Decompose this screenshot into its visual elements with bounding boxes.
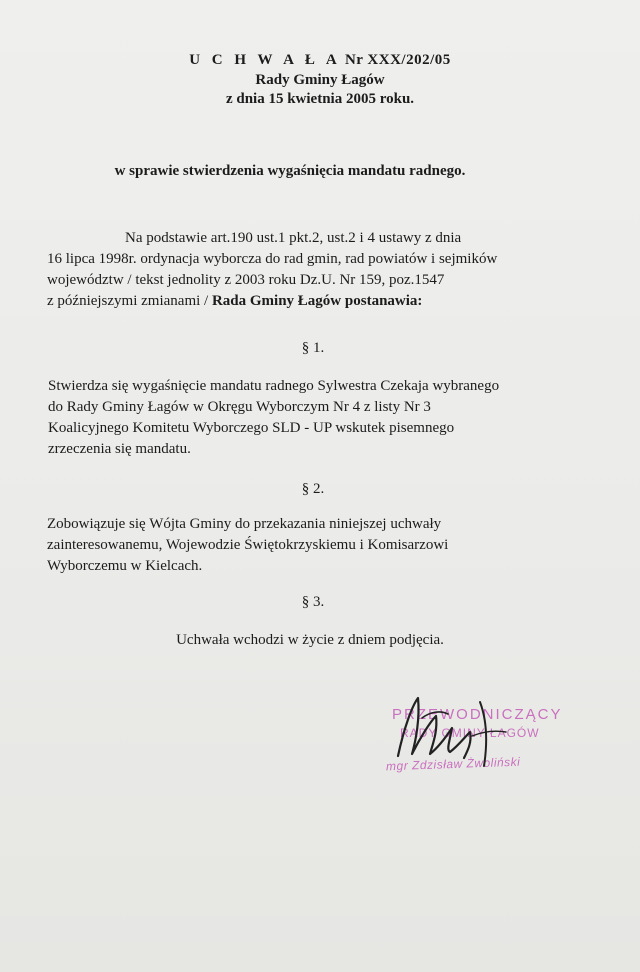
- section-line: Koalicyjnego Komitetu Wyborczego SLD - UP wskutek pisemnego: [48, 420, 455, 436]
- section-line: zrzeczenia się mandatu.: [48, 441, 191, 457]
- resolution-title: [0, 50, 640, 70]
- section-line: zainteresowanemu, Wojewodzie Świętokrzyskiemu i Komisarzowi: [47, 537, 449, 553]
- section-line: Stwierdza się wygaśnięcie mandatu radnego Sylwestra Czekaja wybranego: [48, 378, 500, 394]
- resolution-number: Nr XXX/202/05: [344, 52, 451, 68]
- preamble-line-last: [47, 291, 607, 312]
- section-heading: § 1.: [301, 340, 325, 356]
- section-body: [47, 514, 607, 577]
- issuing-body: Rady Gminy Łagów: [255, 72, 385, 88]
- handwritten-signature: [360, 688, 540, 778]
- section-body: [48, 376, 608, 460]
- preamble-line: Na podstawie art.190 ust.1 pkt.2, ust.2 i 4 ustawy z dnia: [125, 230, 462, 246]
- section-line: Zobowiązuje się Wójta Gminy do przekazania niniejszej uchwały: [47, 516, 442, 532]
- preamble-resolves: Rada Gminy Łagów postanawia:: [211, 293, 423, 309]
- preamble-line: z późniejszymi zmianami /: [47, 293, 212, 309]
- resolution-subject: w sprawie stwierdzenia wygaśnięcia mandatu radnego.: [114, 163, 466, 179]
- stamp-body: RADY GMINY ŁAGÓW: [400, 726, 540, 740]
- section-heading: § 2.: [301, 481, 325, 497]
- preamble: [47, 228, 607, 312]
- resolution-word: U C H W A Ł A: [189, 52, 341, 68]
- resolution-date: z dnia 15 kwietnia 2005 roku.: [225, 91, 415, 107]
- preamble-line: województw / tekst jednolity z 2003 roku Dz.U. Nr 159, poz.1547: [47, 272, 445, 288]
- section-heading: § 3.: [301, 594, 325, 610]
- section-line: do Rady Gminy Łagów w Okręgu Wyborczym Nr 4 z listy Nr 3: [48, 399, 431, 415]
- stamp-name: mgr Zdzisław Żwoliński: [385, 754, 521, 774]
- stamp-title: PRZEWODNICZĄCY: [392, 706, 563, 723]
- preamble-line: 16 lipca 1998r. ordynacja wyborcza do rad gmin, rad powiatów i sejmików: [47, 251, 498, 267]
- section-line: Wyborczemu w Kielcach.: [47, 558, 203, 574]
- section-line: Uchwała wchodzi w życie z dniem podjęcia.: [176, 632, 444, 648]
